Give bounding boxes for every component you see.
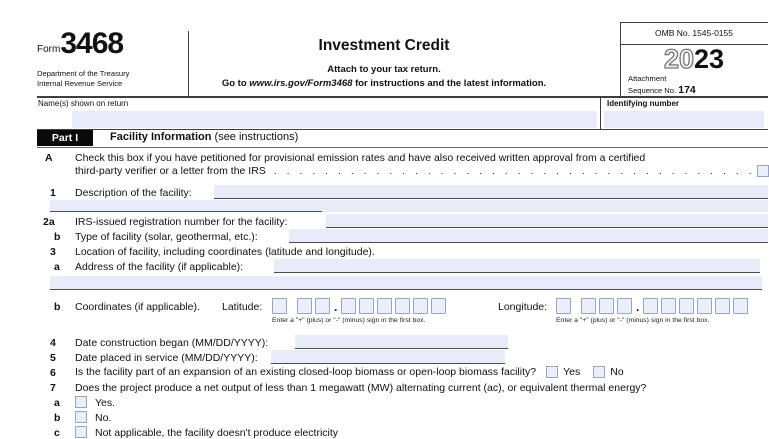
line-1-label: Description of the facility: — [75, 187, 192, 199]
line-7-label: Does the project produce a net output of less than 1 megawatt (MW) alternating current (ac), or equivalent thermal energy? — [75, 382, 647, 394]
line-2b-num: b — [54, 231, 61, 243]
agency-line-1: Department of the Treasury — [37, 69, 130, 78]
longitude-decimal-box[interactable] — [715, 298, 730, 314]
part1-note: (see instructions) — [211, 131, 299, 143]
agency-block — [37, 69, 187, 90]
attach-instruction: Attach to your tax return. — [327, 64, 441, 75]
line-3a-label: Address of the facility (if applicable): — [75, 261, 244, 273]
form-number-block — [37, 27, 124, 60]
goto-prefix: Go to — [221, 78, 250, 89]
line-6-label: Is the facility part of an expansion of an existing closed-loop biomass or open-loop biomass facility? — [75, 366, 537, 378]
longitude-sign-box[interactable] — [556, 298, 571, 314]
latitude-decimal-box[interactable] — [377, 298, 392, 314]
line-6-yes-label: Yes — [563, 366, 581, 378]
tax-year-outline: 20 — [663, 44, 694, 74]
tax-year — [620, 46, 768, 73]
longitude-digit-box[interactable] — [581, 298, 596, 314]
latitude-boxes — [272, 298, 446, 314]
line-7c-num: c — [54, 427, 60, 439]
line-6-yes-checkbox[interactable] — [546, 366, 558, 378]
line-4-label: Date construction began (MM/DD/YYYY): — [75, 337, 269, 349]
line-3a-num: a — [54, 261, 60, 273]
part1-badge: Part I — [37, 130, 93, 146]
line-a-row2 — [75, 165, 755, 177]
line-3a-input[interactable] — [274, 259, 760, 273]
omb-cell-top-rule — [620, 22, 768, 23]
line-2b-input[interactable] — [289, 229, 768, 243]
line-1-input[interactable] — [214, 185, 768, 199]
line-7a-num: a — [54, 397, 60, 409]
line-a-dot-leaders: . . . . . . . . . . . . . . . . . . . . . . . . . . . . . . . . . . . . . . — [273, 165, 752, 177]
form-title: Investment Credit — [318, 37, 450, 54]
line-7b-num: b — [54, 412, 61, 424]
latitude-decimal-box[interactable] — [341, 298, 356, 314]
form-number: 3468 — [60, 27, 124, 60]
line-6-row — [75, 366, 624, 378]
attachment-word: Attachment — [628, 74, 667, 83]
line-5-input[interactable] — [271, 350, 505, 364]
latitude-decimal-box[interactable] — [431, 298, 446, 314]
line-5-num: 5 — [50, 352, 56, 364]
line-3a-input-row2[interactable] — [50, 276, 762, 290]
longitude-digit-box[interactable] — [599, 298, 614, 314]
goto-url: www.irs.gov/Form3468 — [249, 78, 353, 89]
line-2b-label: Type of facility (solar, geothermal, etc.): — [75, 231, 258, 243]
line-3b-num: b — [54, 301, 61, 313]
line-3-num: 3 — [50, 246, 56, 258]
longitude-decimal-box[interactable] — [661, 298, 676, 314]
latitude-digit-box[interactable] — [315, 298, 330, 314]
line-4-num: 4 — [50, 337, 56, 349]
sequence-word: Sequence No. — [628, 85, 679, 95]
part1-bottom-rule — [37, 147, 768, 148]
sequence-number: 174 — [678, 83, 696, 96]
header-bottom-rule — [37, 96, 768, 98]
form-word: Form — [37, 44, 61, 55]
line-1-input-row2[interactable] — [50, 200, 768, 212]
longitude-decimal-box[interactable] — [697, 298, 712, 314]
goto-instruction — [188, 78, 580, 89]
line-1-row2-underline — [50, 211, 322, 212]
line-a-text2: third-party verifier or a letter from the IRS — [75, 165, 266, 177]
line-3-label: Location of facility, including coordinates (latitude and longitude). — [75, 246, 375, 258]
longitude-boxes — [556, 298, 748, 314]
part1-title-text: Facility Information — [110, 131, 212, 143]
line-a-checkbox[interactable] — [757, 165, 769, 177]
line-7a-label: Yes. — [95, 397, 116, 409]
longitude-decimal-box[interactable] — [643, 298, 658, 314]
latitude-sign-note: Enter a "+" (plus) or "-" (minus) sign in the first box. — [272, 317, 426, 324]
identifying-number-label: Identifying number — [607, 99, 679, 108]
identifying-number-input[interactable] — [604, 111, 764, 128]
line-6-num: 6 — [50, 367, 56, 379]
name-label: Name(s) shown on return — [38, 99, 129, 108]
line-7b-checkbox[interactable] — [75, 411, 87, 423]
attachment-sequence-block — [628, 74, 696, 98]
line-7a-checkbox[interactable] — [75, 396, 87, 408]
line-2a-label: IRS-issued registration number for the facility: — [75, 216, 288, 228]
latitude-decimal-box[interactable] — [395, 298, 410, 314]
latitude-digit-box[interactable] — [297, 298, 312, 314]
line-6-no-checkbox[interactable] — [593, 366, 605, 378]
line-1-num: 1 — [50, 187, 56, 199]
goto-suffix: for instructions and the latest information. — [352, 78, 547, 89]
agency-line-2: Internal Revenue Service — [37, 79, 123, 89]
latitude-sign-box[interactable] — [272, 298, 287, 314]
longitude-decimal-box[interactable] — [733, 298, 748, 314]
latitude-decimal-box[interactable] — [359, 298, 374, 314]
longitude-digit-box[interactable] — [617, 298, 632, 314]
longitude-decimal-box[interactable] — [679, 298, 694, 314]
line-4-input[interactable] — [295, 335, 508, 349]
part1-title — [110, 131, 298, 143]
line-7c-label: Not applicable, the facility doesn't produce electricity — [95, 427, 339, 439]
line-7b-label: No. — [95, 412, 112, 424]
name-input[interactable] — [72, 111, 597, 128]
line-7-num: 7 — [50, 382, 56, 394]
tax-year-solid: 23 — [694, 44, 725, 74]
longitude-sign-note: Enter a "+" (plus) or "-" (minus) sign in the first box. — [556, 317, 710, 324]
omb-number: OMB No. 1545-0155 — [655, 28, 733, 38]
longitude-decimal-point: . — [636, 300, 640, 314]
line-3b-label: Coordinates (if applicable). — [75, 301, 200, 313]
name-row-bottom-rule — [37, 129, 768, 130]
latitude-decimal-box[interactable] — [413, 298, 428, 314]
latitude-label: Latitude: — [222, 301, 263, 313]
line-a-num: A — [45, 152, 53, 164]
line-6-no-label: No — [610, 366, 624, 378]
line-5-label: Date placed in service (MM/DD/YYYY): — [75, 352, 258, 364]
line-a-text1: Check this box if you have petitioned for provisional emission rates and have also received written approval from a certified — [75, 152, 646, 164]
line-2a-input[interactable] — [326, 214, 768, 228]
latitude-decimal-point: . — [334, 300, 338, 314]
line-2a-num: 2a — [43, 216, 55, 228]
name-id-divider — [600, 96, 601, 129]
line-7c-checkbox[interactable] — [75, 426, 87, 438]
longitude-label: Longitude: — [498, 301, 548, 313]
